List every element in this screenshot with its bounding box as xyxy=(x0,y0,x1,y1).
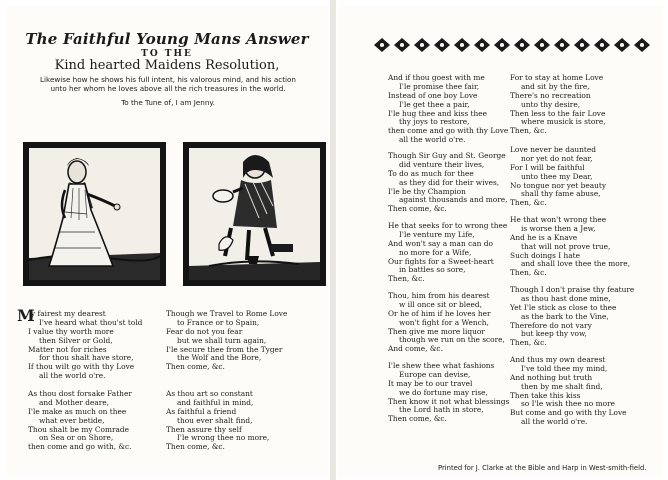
verse-line: If thou wilt go with thy Love xyxy=(28,362,135,372)
verse-line: then by me shalt find, xyxy=(521,381,603,391)
verse-line: where musick is store, xyxy=(521,117,606,127)
verse-line: I'le wrong thee no more, xyxy=(177,433,270,443)
verse-line: nor yet do not fear, xyxy=(521,153,593,163)
verse-line: then come and go with, &c. xyxy=(28,442,132,452)
verse-line: I'le be thy Champion xyxy=(388,186,466,196)
title-connector: TO THE xyxy=(141,49,193,59)
verse-line: then come and go with thy Love xyxy=(388,126,509,136)
verse-line: For I will be faithful xyxy=(510,162,585,172)
printer-imprint: Printed for J. Clarke at the Bible and Harp in West-smith-field. xyxy=(438,464,647,472)
verse-line: but keep thy vow, xyxy=(521,329,587,339)
stanza-right-b-4 xyxy=(510,286,634,348)
verse-line: I've heard what thou'st told xyxy=(39,317,143,327)
stanza-left-4 xyxy=(166,390,269,452)
right-page xyxy=(338,6,662,476)
verse-line: Then, &c. xyxy=(388,274,425,284)
verse-line: Though I don't praise thy feature xyxy=(510,285,635,294)
stanza-left-3 xyxy=(166,310,287,372)
verse-line: though we run on the score, xyxy=(399,335,505,345)
verse-line: No tongue nor yet beauty xyxy=(510,180,607,190)
verse-line: As faithful a friend xyxy=(166,406,237,416)
verse-line: Then give me more liquor xyxy=(388,326,485,336)
verse-line: And nothing but truth xyxy=(510,372,593,382)
verse-line: I'le make as much on thee xyxy=(28,406,127,416)
verse-line: Though we Travel to Rome Love xyxy=(166,309,288,318)
verse-line: all the world o're. xyxy=(399,135,466,145)
verse-line: Thou shalt be my Comrade xyxy=(28,424,130,434)
stanza-right-a-4 xyxy=(388,292,505,354)
verse-line: Therefore do not vary xyxy=(510,320,592,330)
verse-line: what ever betide, xyxy=(39,415,105,425)
verse-line: Such doings I hate xyxy=(510,250,581,260)
verse-line: and shall love thee the more, xyxy=(521,259,630,269)
verse-line: Though Sir Guy and St. George xyxy=(388,151,506,160)
verse-line: that will not prove true, xyxy=(521,241,611,251)
verse-line: the Lord hath in store, xyxy=(399,405,484,415)
verse-line: Then come, &c. xyxy=(388,204,447,214)
stanza-right-a-5 xyxy=(388,362,509,424)
verse-line: I'le secure thee from the Tyger xyxy=(166,344,283,354)
stanza-left-2 xyxy=(28,390,132,452)
verse-line: y fairest my dearest xyxy=(31,309,106,318)
verse-line: As thou art so constant xyxy=(166,389,253,398)
verse-line: And if thou goest with me xyxy=(388,73,485,82)
verse-line: Our fights for a Sweet-heart xyxy=(388,256,494,266)
verse-line: against thousands and more, xyxy=(399,195,508,205)
verse-line: He that seeks for to wrong thee xyxy=(388,221,508,230)
verse-line: I'le venture my Life, xyxy=(399,229,475,239)
verse-line: and faithful in mind, xyxy=(177,397,254,407)
stanza-right-b-3 xyxy=(510,216,630,278)
verse-line: no more for a Wife, xyxy=(399,247,472,257)
verse-line: shall thy fame abuse, xyxy=(521,189,601,199)
verse-line: Europe can devise, xyxy=(399,369,471,379)
verse-line: is worse then a Jew, xyxy=(521,223,596,233)
verse-line: He that won't wrong thee xyxy=(510,215,607,224)
woodcut-man-image xyxy=(183,142,326,286)
verse-line: For to stay at home Love xyxy=(510,73,604,82)
verse-line: as they did for their wives, xyxy=(399,177,500,187)
ballad-title-second-line: Kind hearted Maidens Resolution, xyxy=(54,58,280,73)
verse-line: unto thee my Dear, xyxy=(521,171,593,181)
stanza-right-b-1 xyxy=(510,74,606,136)
stanza-right-a-3 xyxy=(388,222,507,284)
verse-line: And won't say a man can do xyxy=(388,238,493,248)
verse-line: the Wolf and the Bore, xyxy=(177,353,262,363)
verse-line: as thou hast done mine, xyxy=(521,293,611,303)
subtitle-line-1: Likewise how he shows his full intent, his valorous mind, and his action xyxy=(40,75,296,84)
verse-line: for thou shalt have store, xyxy=(39,353,134,363)
verse-line: And thus my own dearest xyxy=(510,355,606,364)
verse-line: Then, &c. xyxy=(510,268,547,278)
verse-line: Then come, &c. xyxy=(388,414,447,424)
verse-line: I value thy worth more xyxy=(28,326,114,336)
verse-line: Love never be daunted xyxy=(510,145,597,154)
verse-line: as the bark to the Vine, xyxy=(521,311,609,321)
woman-figure-illustration xyxy=(29,148,160,280)
verse-line: w ill once sit or bleed, xyxy=(399,299,482,309)
verse-line: I've told thee my mind, xyxy=(521,363,608,373)
verse-line: As thou dost forsake Father xyxy=(28,389,132,398)
verse-line: unto thy desire, xyxy=(521,99,581,109)
man-figure-illustration xyxy=(189,148,320,280)
verse-line: Then assure thy self xyxy=(166,424,242,434)
drop-cap-m: M xyxy=(17,306,35,325)
verse-line: but we shall turn again, xyxy=(177,335,267,345)
verse-line: did venture their lives, xyxy=(399,159,485,169)
verse-line: Then, &c. xyxy=(510,198,547,208)
verse-line: I'le shew thee what fashions xyxy=(388,361,495,370)
ballad-title: The Faithful Young Mans Answer xyxy=(25,30,309,48)
verse-line: Yet I'le stick as close to thee xyxy=(510,302,617,312)
woodcut-woman-image xyxy=(23,142,166,286)
verse-line: And come, &c. xyxy=(388,344,443,354)
verse-line: all the world o're. xyxy=(39,371,106,381)
stanza-right-b-5 xyxy=(510,356,627,427)
stanza-left-1 xyxy=(17,306,143,381)
stanza-right-a-1 xyxy=(388,74,508,145)
verse-line: Instead of one boy Love xyxy=(388,90,478,100)
stanza-right-a-2 xyxy=(388,152,508,214)
verse-line: Then, &c. xyxy=(510,126,547,136)
verse-line: and sit by the fire, xyxy=(521,81,590,91)
verse-line: And he is a Knave xyxy=(510,232,578,242)
verse-line: we do fortune may rise, xyxy=(399,387,488,397)
verse-line: on Sea or on Shore, xyxy=(39,433,114,443)
verse-line: Then less to the fair Love xyxy=(510,108,606,118)
verse-line: I'le get thee a pair, xyxy=(399,99,470,109)
page-gutter xyxy=(330,0,336,480)
verse-line: It may be to our travel xyxy=(388,378,473,388)
verse-line: To do as much for thee xyxy=(388,168,474,178)
verse-line: But come and go with thy Love xyxy=(510,408,627,418)
verse-line: won't fight for a Wench, xyxy=(399,317,489,327)
stanza-right-b-2 xyxy=(510,146,606,208)
verse-line: in battles so sore, xyxy=(399,265,466,275)
verse-line: thy joys to restore, xyxy=(399,117,470,127)
verse-line: Then take this kiss xyxy=(510,390,581,400)
verse-line: Or he of him if he loves her xyxy=(388,308,491,318)
verse-line: Matter not for riches xyxy=(28,344,107,354)
verse-line: thou ever shalt find, xyxy=(177,415,253,425)
verse-line: Then know it not what blessings xyxy=(388,396,510,406)
verse-line: then Silver or Gold, xyxy=(39,335,113,345)
verse-line: so I'le wish thee no more xyxy=(521,399,615,409)
verse-line: I'le hug thee and kiss thee xyxy=(388,108,487,118)
verse-line: Thou, him from his dearest xyxy=(388,291,490,300)
verse-line: to France or to Spain, xyxy=(177,317,260,327)
tune-line: To the Tune of, I am Jenny. xyxy=(121,98,215,107)
verse-line: Fear do not you fear xyxy=(166,326,243,336)
subtitle-line-2: unto her whom he loves above all the rich treasures in the world. xyxy=(50,84,286,93)
decorative-border-ornament xyxy=(338,36,662,54)
verse-line: Then, &c. xyxy=(510,338,547,348)
verse-line: Then come, &c. xyxy=(166,442,225,452)
verse-line: Then come, &c. xyxy=(166,362,225,372)
verse-line: I'le promise thee fair, xyxy=(399,81,480,91)
verse-line: There's no recreation xyxy=(510,90,591,100)
left-page xyxy=(6,6,328,476)
verse-line: all the world o're. xyxy=(521,417,588,427)
verse-line: and Mother deare, xyxy=(39,397,110,407)
